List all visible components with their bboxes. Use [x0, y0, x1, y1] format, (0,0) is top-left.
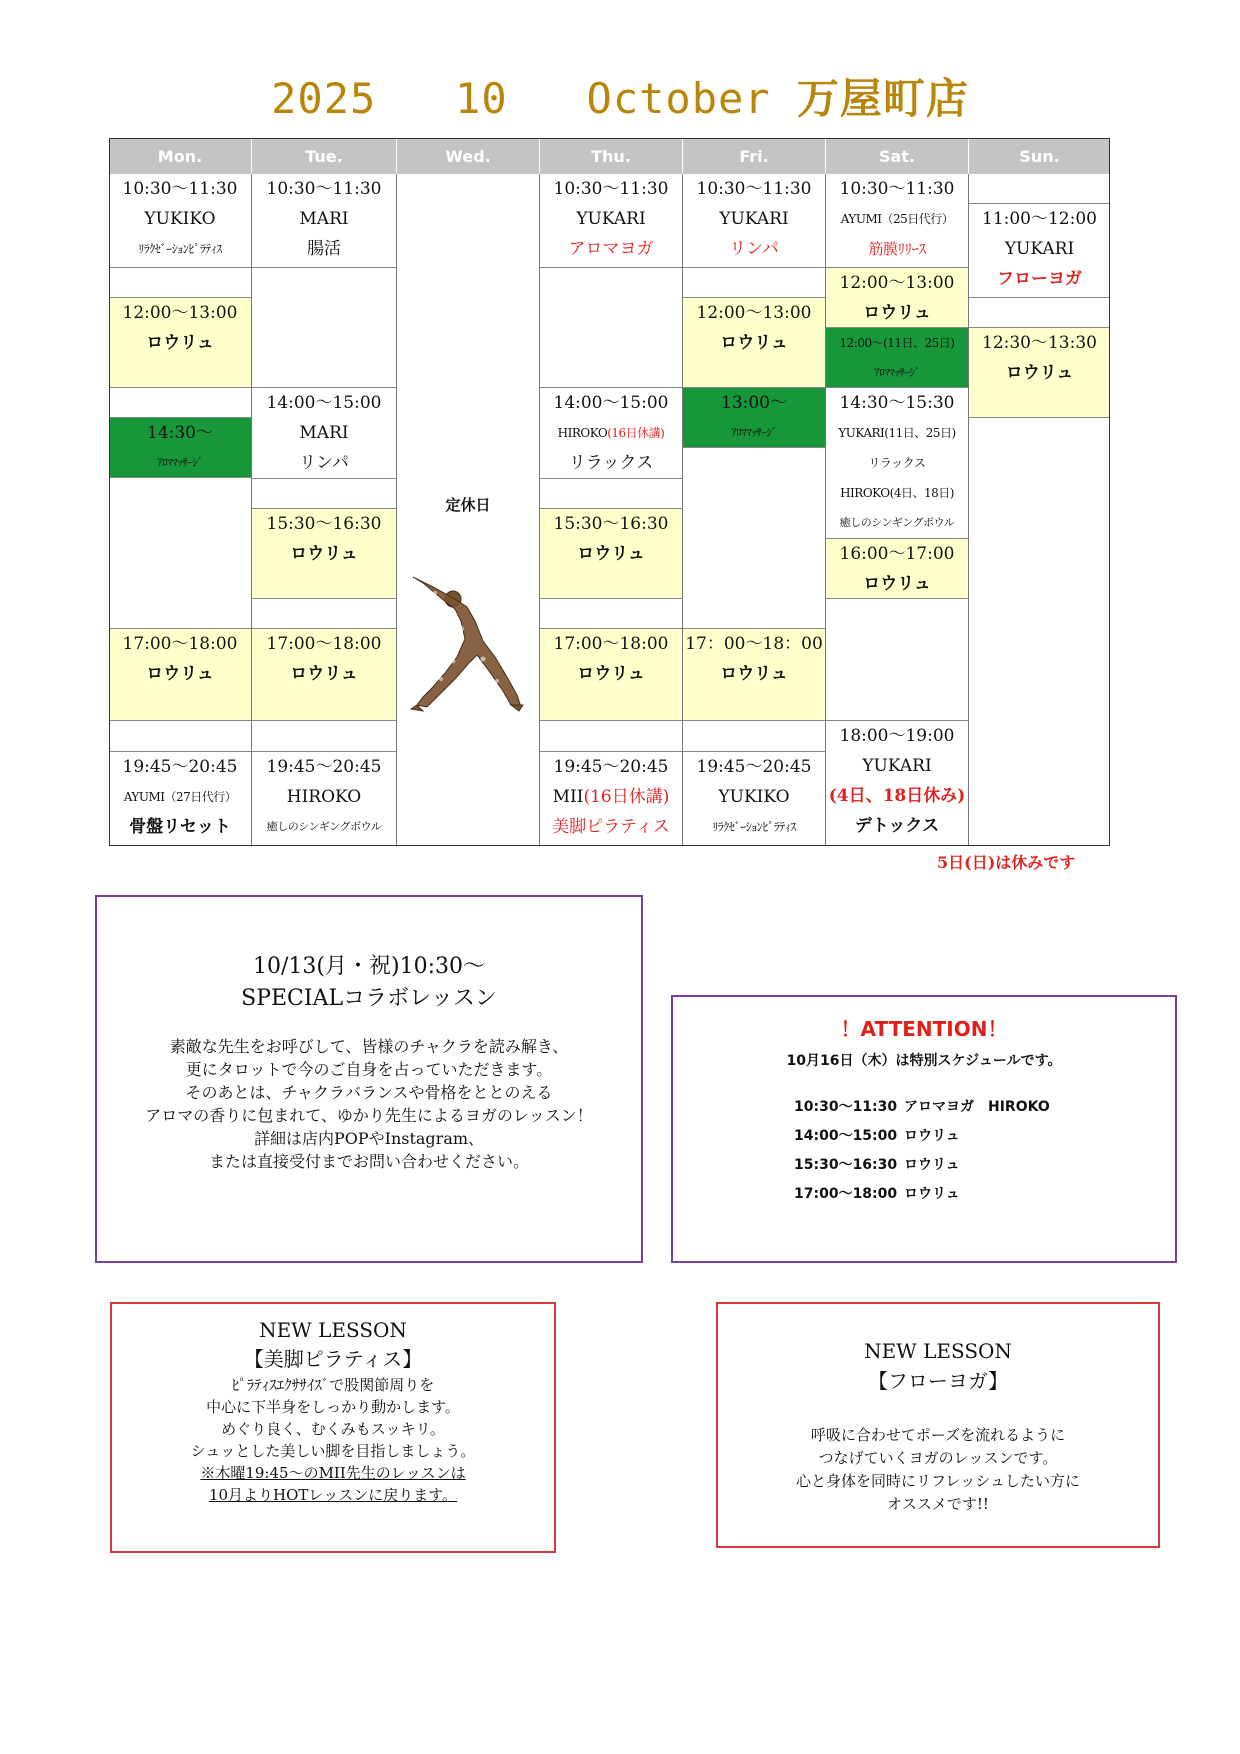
lesson-cell[interactable] [683, 752, 825, 846]
new-lesson-label: NEW LESSON [259, 1318, 407, 1342]
lesson-time: 14:30～15:30 [839, 393, 955, 413]
empty-cell [109, 721, 251, 752]
lesson-name: 癒しのシンギングボウル [839, 516, 955, 529]
lesson-teacher: YUKIKO [144, 209, 216, 229]
lesson-time: 17:00～18:00 [266, 634, 382, 654]
special-line: 更にタロットで今のご自身を占っていただきます。 [185, 1060, 553, 1079]
lesson-cell[interactable] [540, 174, 682, 268]
lesson-time: 15:30～16:30 [266, 514, 382, 534]
column-fri [683, 174, 826, 846]
lesson-time: 12:00～13:00 [122, 303, 238, 323]
lesson-cell[interactable] [826, 328, 968, 388]
lesson-teacher: YUKARI [576, 209, 646, 229]
lesson-name: ロウリュ [146, 333, 214, 353]
lesson-time: 14:30～ [147, 422, 213, 443]
lesson-name: リラックス [568, 453, 654, 473]
new-lesson-line: 呼吸に合わせてポーズを流れるように [810, 1426, 1066, 1444]
teacher-note: (4日、18日休み) [828, 786, 966, 806]
lesson-teacher: MARI [299, 209, 349, 229]
lesson-time: 12:00～13:00 [839, 273, 955, 293]
lesson-time: 10:30～11:30 [266, 179, 382, 199]
column-sat [826, 174, 969, 846]
new-lesson-line: シュッとした美しい脚を目指しましょう。 [190, 1442, 476, 1460]
lesson-cell[interactable] [540, 752, 682, 846]
lesson-time: 14:00～15:00 [553, 393, 669, 413]
empty-cell [252, 599, 396, 629]
lesson-time: 19:45～20:45 [266, 757, 382, 777]
day-header-sat: Sat. [826, 138, 969, 174]
lesson-teacher-row [558, 418, 665, 448]
new-lesson-title: 【フローヨガ】 [867, 1369, 1009, 1393]
lesson-teacher: HIROKO(4日、18日) [840, 486, 954, 500]
closed-day-note: 5日(日)は休みです [937, 853, 1076, 872]
lesson-teacher: YUKARI(11日、25日) [838, 426, 956, 440]
special-title-date: 10/13(月・祝)10:30～ [253, 954, 485, 979]
lesson-cell[interactable] [540, 629, 682, 721]
empty-cell [540, 268, 682, 388]
lesson-time: 19:45～20:45 [553, 757, 669, 777]
lesson-name: ロウリュ [290, 544, 358, 564]
empty-cell [109, 388, 251, 418]
day-header-mon: Mon. [109, 138, 252, 174]
lesson-cell[interactable] [826, 268, 968, 328]
lesson-name: ロウリュ [290, 664, 358, 684]
lesson-name: デトックス [854, 816, 940, 836]
special-line: 詳細は店内POPやInstagram、 [253, 1129, 485, 1148]
new-lesson-line: オススメです!! [887, 1495, 989, 1513]
lesson-teacher: MII [552, 787, 584, 807]
attention-lesson: ロウリュ [904, 1128, 960, 1144]
schedule-table [109, 138, 1110, 846]
lesson-name: ロウリュ [720, 664, 788, 684]
lesson-cell[interactable] [252, 629, 396, 721]
lesson-time: 19:45～20:45 [122, 757, 238, 777]
lesson-cell[interactable] [109, 174, 251, 268]
column-mon [109, 174, 252, 846]
lesson-time: 17:00～18:00 [553, 634, 669, 654]
lesson-time: 12:00～(11日、25日) [839, 335, 955, 350]
new-lesson-note: ※木曜19:45～のMII先生のレッスンは [200, 1464, 466, 1482]
new-lesson-flow-yoga-box [716, 1302, 1160, 1548]
empty-cell [969, 174, 1110, 204]
empty-cell [683, 268, 825, 298]
empty-cell [969, 298, 1110, 328]
lesson-name: 癒しのシンギングボウル [266, 820, 382, 833]
lesson-cell[interactable] [540, 509, 682, 599]
empty-cell [826, 599, 968, 721]
lesson-name: 筋膜ﾘﾘｰｽ [868, 240, 926, 258]
empty-cell [683, 721, 825, 752]
lesson-name: ｱﾛﾏﾏｯｻｰｼﾞ [157, 455, 203, 469]
attention-lesson: アロマヨガ HIROKO [904, 1099, 1050, 1115]
lesson-cell[interactable] [683, 629, 825, 721]
empty-cell [109, 268, 251, 298]
lesson-cell[interactable] [109, 298, 251, 388]
empty-cell [252, 721, 396, 752]
special-line: そのあとは、チャクラバランスや骨格をととのえる [185, 1083, 553, 1102]
new-lesson-line: 心と身体を同時にリフレッシュしたい方に [796, 1472, 1080, 1490]
lesson-name: リンパ [729, 239, 779, 259]
lesson-name: ロウリュ [1005, 363, 1074, 383]
lesson-cell[interactable] [969, 328, 1110, 418]
new-lesson-title: 【美脚ピラティス】 [243, 1347, 423, 1371]
lesson-name: ロウリュ [720, 333, 788, 353]
lesson-cell[interactable] [826, 174, 968, 268]
attention-lesson: ロウリュ [904, 1157, 960, 1173]
lesson-name: フローヨガ [997, 269, 1082, 289]
lesson-name: ロウリュ [863, 303, 931, 323]
lesson-time: 14:00～15:00 [266, 393, 382, 413]
lesson-cell[interactable] [683, 388, 825, 448]
lesson-name: リラックス [868, 456, 926, 470]
new-lesson-note: 10月よりHOTレッスンに戻ります。 [208, 1486, 458, 1504]
attention-time: 14:00～15:00 [794, 1128, 898, 1144]
column-wed [397, 174, 540, 846]
lesson-cell[interactable] [109, 418, 251, 478]
empty-cell [540, 479, 682, 509]
lesson-name: ロウリュ [577, 544, 645, 564]
column-sun [969, 174, 1110, 846]
store-name: 万屋町店 [796, 74, 969, 123]
lesson-teacher: YUKIKO [718, 787, 790, 807]
lesson-name: ロウリュ [577, 664, 645, 684]
lesson-cell[interactable] [540, 388, 682, 479]
lesson-time: 17：00～18：00 [685, 634, 823, 654]
lesson-cell[interactable] [252, 174, 396, 268]
lesson-name: ロウリュ [146, 664, 214, 684]
attention-time: 10:30～11:30 [794, 1099, 898, 1115]
lesson-time: 17:00～18:00 [122, 634, 238, 654]
attention-schedule [794, 1096, 1054, 1203]
yoga-pose-illustration [405, 569, 525, 719]
lesson-cell[interactable] [252, 388, 396, 479]
lesson-name: 腸活 [307, 239, 341, 259]
lesson-teacher: YUKARI [862, 756, 932, 776]
attention-title: ！ATTENTION！ [840, 1017, 1008, 1041]
lesson-time: 12:00～13:00 [696, 303, 812, 323]
lesson-name: アロマヨガ [568, 239, 654, 259]
lesson-cell[interactable] [826, 388, 968, 539]
empty-cell [252, 479, 396, 509]
lesson-time: 19:45～20:45 [696, 757, 812, 777]
empty-cell [969, 418, 1110, 846]
closed-day-label: 定休日 [445, 496, 491, 514]
empty-cell [252, 268, 396, 388]
new-lesson-label: NEW LESSON [864, 1339, 1012, 1363]
day-header-fri: Fri. [683, 138, 826, 174]
lesson-teacher: HIROKO [557, 426, 608, 440]
lesson-time: 12:30～13:30 [982, 333, 1097, 353]
day-header-sun: Sun. [969, 138, 1110, 174]
teacher-note: (16日休講) [607, 426, 665, 440]
lesson-time: 16:00～17:00 [839, 544, 955, 564]
lesson-name: 骨盤リセット [129, 817, 231, 837]
lesson-cell[interactable] [683, 174, 825, 268]
column-tue [252, 174, 397, 846]
lesson-cell[interactable] [969, 204, 1110, 298]
lesson-cell[interactable] [826, 721, 968, 846]
empty-cell [109, 478, 251, 629]
attention-time: 15:30～16:30 [794, 1157, 898, 1173]
empty-cell [540, 599, 682, 629]
lesson-teacher: YUKARI [719, 209, 789, 229]
lesson-cell[interactable] [252, 509, 396, 599]
title-date: 2025 10 October [271, 74, 771, 123]
lesson-name: リンパ [299, 453, 349, 473]
lesson-time: 10:30～11:30 [122, 179, 238, 199]
attention-box [671, 995, 1177, 1263]
empty-cell [683, 448, 825, 629]
lesson-teacher-row [553, 782, 670, 812]
special-line: アロマの香りに包まれて、ゆかり先生によるヨガのレッスン！ [145, 1106, 593, 1125]
lesson-teacher: MARI [299, 423, 349, 443]
lesson-cell[interactable] [683, 298, 825, 388]
special-title: SPECIALコラボレッスン [241, 986, 497, 1011]
special-lesson-box [95, 895, 643, 1263]
lesson-teacher: AYUMI（27日代行） [123, 790, 237, 804]
day-header-thu: Thu. [540, 138, 683, 174]
special-line: 素敵な先生をお呼びして、皆様のチャクラを読み解き、 [169, 1037, 569, 1056]
special-line: または直接受付までお問い合わせください。 [208, 1152, 529, 1171]
lesson-name: ｱﾛﾏﾏｯｻｰｼﾞ [874, 365, 920, 379]
lesson-name: ﾘﾗｸｾﾞｰｼｮﾝﾋﾟﾗﾃｨｽ [712, 820, 796, 834]
new-lesson-pilates-box [110, 1302, 556, 1553]
empty-cell [540, 721, 682, 752]
lesson-name: ｱﾛﾏﾏｯｻｰｼﾞ [731, 425, 777, 439]
column-thu [540, 174, 683, 846]
lesson-cell[interactable] [109, 752, 251, 846]
lesson-cell[interactable] [826, 539, 968, 599]
attention-subtitle: 10月16日（木）は特別スケジュールです。 [786, 1053, 1062, 1069]
new-lesson-line: ﾋﾟﾗﾃｨｽｴｸｻｻｲｽﾞで股関節周りを [231, 1376, 435, 1394]
closed-day-cell [397, 174, 539, 846]
day-header-tue: Tue. [252, 138, 397, 174]
lesson-time: 10:30～11:30 [839, 179, 955, 199]
lesson-cell[interactable] [252, 752, 396, 846]
lesson-teacher: YUKARI [1004, 239, 1075, 259]
lesson-time: 15:30～16:30 [553, 514, 669, 534]
lesson-name: ロウリュ [863, 574, 931, 594]
new-lesson-line: つなげていくヨガのレッスンです。 [818, 1449, 1058, 1467]
page-title [0, 66, 1240, 126]
lesson-time: 10:30～11:30 [696, 179, 812, 199]
new-lesson-line: めぐり良く、むくみもスッキリ。 [221, 1420, 445, 1438]
lesson-cell[interactable] [109, 629, 251, 721]
teacher-note: (16日休講) [583, 787, 670, 807]
day-header-wed: Wed. [397, 138, 540, 174]
lesson-name: 美脚ピラティス [552, 817, 670, 837]
new-lesson-line: 中心に下半身をしっかり動かします。 [206, 1398, 460, 1416]
lesson-time: 18:00～19:00 [839, 726, 955, 746]
lesson-time: 13:00～ [721, 392, 787, 413]
lesson-name: ﾘﾗｸｾﾞｰｼｮﾝﾋﾟﾗﾃｨｽ [138, 242, 222, 256]
lesson-teacher: HIROKO [286, 787, 362, 807]
attention-time: 17:00～18:00 [794, 1186, 898, 1202]
lesson-time: 11:00～12:00 [982, 209, 1097, 229]
lesson-time: 10:30～11:30 [553, 179, 669, 199]
attention-lesson: ロウリュ [904, 1186, 960, 1202]
lesson-teacher: AYUMI（25日代行） [840, 212, 954, 226]
